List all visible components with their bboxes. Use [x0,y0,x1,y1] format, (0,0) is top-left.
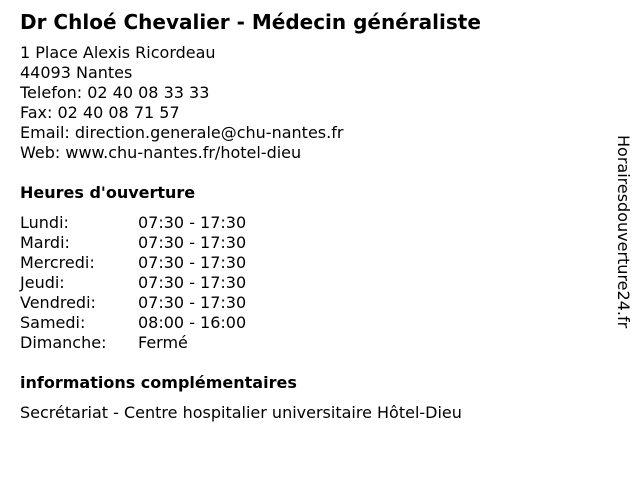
hours-day: Jeudi: [20,273,65,292]
hours-time: Fermé [138,333,188,352]
address-city: 44093 Nantes [20,63,133,82]
phone-number: Telefon: 02 40 08 33 33 [20,83,210,102]
hours-row-friday [20,293,280,313]
hours-time: 07:30 - 17:30 [138,253,247,272]
hours-day: Lundi: [20,213,69,232]
hours-day: Mercredi: [20,253,95,272]
hours-row-wednesday [20,253,280,273]
hours-time: 07:30 - 17:30 [138,233,247,252]
hours-time: 07:30 - 17:30 [138,293,247,312]
hours-row-monday [20,213,280,233]
address-street: 1 Place Alexis Ricordeau [20,43,216,62]
hours-row-thursday [20,273,280,293]
hours-time: 07:30 - 17:30 [138,273,247,292]
hours-row-saturday [20,313,280,333]
website-address: Web: www.chu-nantes.fr/hotel-dieu [20,143,302,162]
hours-time: 08:00 - 16:00 [138,313,247,332]
hours-row-sunday [20,333,280,353]
opening-hours-table [20,213,280,353]
page-title: Dr Chloé Chevalier - Médecin généraliste [20,10,481,34]
hours-day: Vendredi: [20,293,96,312]
hours-time: 07:30 - 17:30 [138,213,247,232]
hours-day: Mardi: [20,233,70,252]
hours-day: Dimanche: [20,333,107,352]
site-watermark: Horairesdouverture24.fr [614,135,633,329]
additional-info-heading: informations complémentaires [20,373,297,392]
email-address: Email: direction.generale@chu-nantes.fr [20,123,344,142]
fax-number: Fax: 02 40 08 71 57 [20,103,180,122]
additional-info-text: Secrétariat - Centre hospitalier universitaire Hôtel-Dieu [20,403,462,422]
opening-hours-heading: Heures d'ouverture [20,183,196,202]
hours-row-tuesday [20,233,280,253]
hours-day: Samedi: [20,313,86,332]
contact-block [20,43,343,163]
